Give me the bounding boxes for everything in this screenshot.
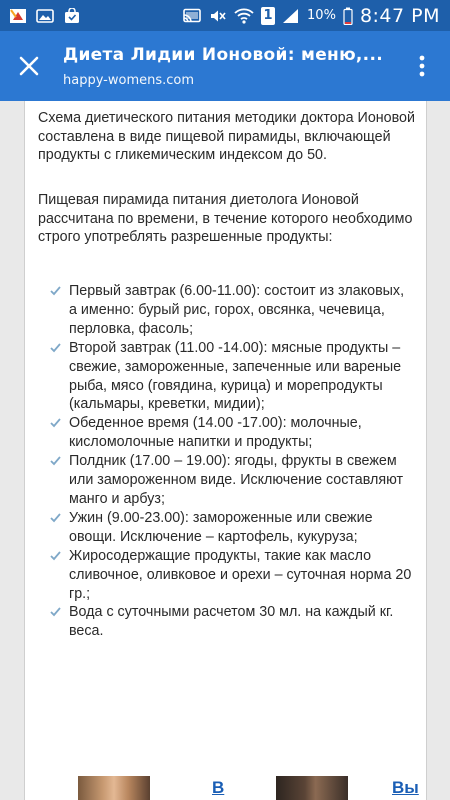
article-paragraph: Пищевая пирамида питания диетолога Ионовой рассчитана по времени, в течение которого необходимо строго употреблять разрешенные продукты: (38, 192, 413, 245)
menu-button[interactable] (408, 48, 436, 84)
checkmark-icon (50, 513, 61, 523)
list-item (69, 414, 414, 452)
battery-percent: 10% (307, 8, 336, 23)
list-item-text: Жиросодержащие продукты, такие как масло сливочное, оливковое и орехи – суточная норма 20 гр.; (69, 547, 412, 602)
list-item-text: Второй завтрак (11.00 -14.00): мясные продукты – свежие, замороженные, запеченные или вареные рыба, мясо (говядина, курица) и морепродукты (кальмары, креветки, мидии); (69, 339, 402, 413)
diet-schedule-list (69, 282, 414, 641)
page-content[interactable] (0, 101, 450, 800)
battery-icon (343, 7, 353, 25)
app-icon (9, 8, 27, 24)
list-item-text: Обеденное время (14.00 -17.00): молочные, кисломолочные напитки и продукты; (69, 415, 362, 451)
cast-icon (182, 8, 202, 24)
list-item-text: Вода с суточными расчетом 30 мл. на каждый кг. веса. (69, 604, 394, 640)
close-icon (19, 56, 39, 76)
list-item (69, 282, 414, 339)
checkmark-icon (50, 456, 61, 466)
more-vert-icon (419, 55, 425, 77)
list-item-text: Полдник (17.00 – 19.00): ягоды, фрукты в свежем или замороженном виде. Исключение составляют манго и арбуз; (69, 453, 404, 507)
article-paragraph: Схема диетического питания методики доктора Ионовой составлена в виде пищевой пирамиды, включающей продукты с гликемическим индексом до 50. (38, 110, 415, 163)
page-title: Диета Лидии Ионовой: меню,... (63, 45, 383, 65)
list-item (69, 603, 414, 641)
signal-icon (282, 8, 300, 24)
checkmark-icon (50, 418, 61, 428)
related-article-link[interactable]: Вы (392, 778, 419, 797)
related-article-thumbnail[interactable] (78, 776, 150, 800)
list-item (69, 509, 414, 547)
checkmark-icon (50, 551, 61, 561)
checkmark-icon (50, 607, 61, 617)
page-domain: happy-womens.com (63, 73, 195, 88)
close-button[interactable] (11, 48, 47, 84)
clock: 8:47 PM (359, 4, 440, 27)
wifi-icon (234, 8, 254, 24)
list-item (69, 339, 414, 415)
related-article-thumbnail[interactable] (276, 776, 348, 800)
shopping-bag-icon (63, 8, 81, 24)
sim-indicator: 1 (261, 7, 275, 25)
checkmark-icon (50, 343, 61, 353)
status-bar (0, 0, 450, 31)
list-item (69, 547, 414, 604)
related-article-link[interactable]: В (212, 778, 225, 797)
list-item-text: Первый завтрак (6.00-11.00): состоит из злаковых, а именно: бурый рис, горох, овсянка, чечевица, перловка, фасоль; (69, 283, 405, 337)
article-card (24, 101, 427, 800)
checkmark-icon (50, 286, 61, 296)
mute-icon (209, 8, 227, 24)
image-icon (36, 8, 54, 24)
list-item-text: Ужин (9.00-23.00): замороженные или свежие овощи. Исключение – картофель, кукуруза; (69, 509, 373, 545)
list-item (69, 452, 414, 509)
browser-toolbar (0, 31, 450, 101)
